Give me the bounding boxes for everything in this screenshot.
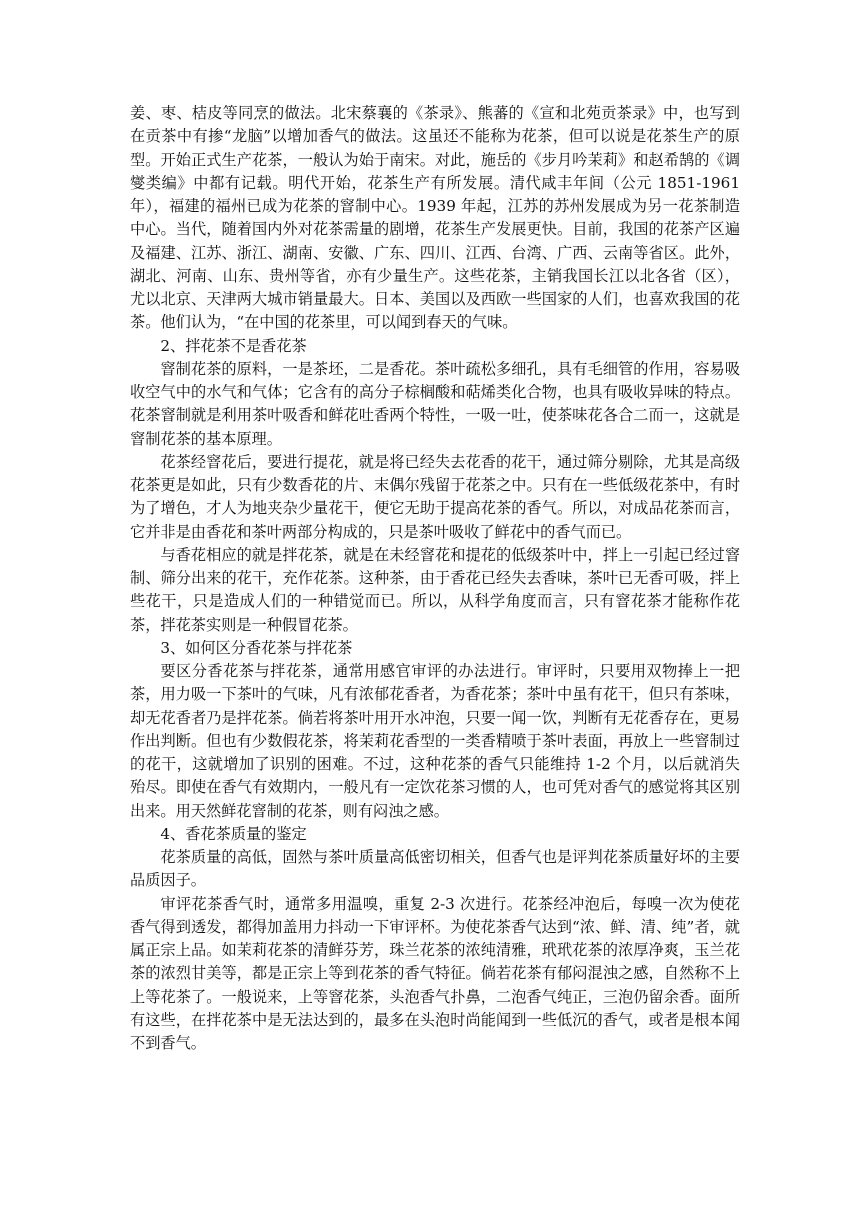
body-paragraph: 花茶经窨花后，要进行提花，就是将已经失去花香的花干，通过筛分剔除，尤其是高级花茶更是如此，只有少数香花的片、末偶尔残留于花茶之中。只有在一些低级花茶中，有时为了增色，才人为地夹杂少量花干，便它无助于提高花茶的香气。所以，对成品花茶而言，它并非是由香花和茶叶两部分构成的，只是茶叶吸收了鲜花中的香气而已。 xyxy=(130,452,740,541)
body-paragraph: 窨制花茶的原料，一是茶坯，二是香花。茶叶疏松多细孔，具有毛细管的作用，容易吸收空气中的水气和气体；它含有的高分子棕榈酸和萜烯类化合物，也具有吸收异味的特点。花茶窨制就是利用茶叶吸香和鲜花吐香两个特性，一吸一吐，使茶味花各合二而一，这就是窨制花茶的基本原理。 xyxy=(130,359,740,448)
section-heading: 3、如何区分香花茶与拌花茶 xyxy=(160,638,353,657)
section-heading: 2、拌花茶不是香花茶 xyxy=(160,336,307,355)
document-page xyxy=(130,102,740,1055)
body-paragraph: 与香花相应的就是拌花茶，就是在未经窨花和提花的低级茶叶中，拌上一引起已经过窨制、筛分出来的花干，充作花茶。这种茶，由于香花已经失去香味，茶叶已无香可吸，拌上些花干，只是造成人们的一种错觉而已。所以，从科学角度而言，只有窨花茶才能称作花茶，拌花茶实则是一种假冒花茶。 xyxy=(130,545,740,634)
section-heading: 4、香花茶质量的鉴定 xyxy=(160,824,307,843)
body-paragraph: 姜、枣、桔皮等同烹的做法。北宋蔡襄的《茶录》、熊蕃的《宣和北苑贡茶录》中，也写到在贡茶中有掺“龙脑”以增加香气的做法。这虽还不能称为花茶，但可以说是花茶生产的原型。开始正式生产花茶，一般认为始于南宋。对此，施岳的《步月吟茉莉》和赵希鹄的《调燮类编》中都有记载。明代开始，花茶生产有所发展。清代咸丰年间（公元 1851-1961 年），福建的福州已成为花茶的窨制中心。1939 年起，江苏的苏州发展成为另一花茶制造中心。当代，随着国内外对花茶需量的剧增，花茶生产发展更快。目前，我国的花茶产区遍及福建、江苏、浙江、湖南、安徽、广东、四川、江西、台湾、广西、云南等省区。此外，湖北、河南、山东、贵州等省，亦有少量生产。这些花茶，主销我国长江以北各省（区），尤以北京、天津两大城市销量最大。日本、美国以及西欧一些国家的人们，也喜欢我国的花茶。他们认为，“在中国的花茶里，可以闻到春天的气味。 xyxy=(130,104,740,332)
body-paragraph: 要区分香花茶与拌花茶，通常用感官审评的办法进行。审评时，只要用双物捧上一把茶，用力吸一下茶叶的气味，凡有浓郁花香者，为香花茶；茶叶中虽有花干，但只有茶味，却无花香者乃是拌花茶。倘若将茶叶用开水冲泡，只要一闻一饮，判断有无花香存在，更易作出判断。但也有少数假花茶，将茉莉花香型的一类香精喷于茶叶表面，再放上一些窨制过的花干，这就增加了识别的困难。不过，这种花茶的香气只能维持 1-2 个月，以后就消失殆尽。即使在香气有效期内，一般凡有一定饮花茶习惯的人，也可凭对香气的感觉将其区别出来。用天然鲜花窨制的花茶，则有闷浊之感。 xyxy=(130,662,740,820)
body-paragraph: 审评花茶香气时，通常多用温嗅，重复 2-3 次进行。花茶经冲泡后，每嗅一次为使花香气得到透发，都得加盖用力抖动一下审评杯。为使花茶香气达到“浓、鲜、清、纯”者，就属正宗上品。如茉莉花茶的清鲜芬芳，珠兰花茶的浓纯清雅，玳玳花茶的浓厚净爽，玉兰花茶的浓烈甘美等，都是正宗上等到花茶的香气特征。倘若花茶有郁闷混浊之感，自然称不上上等花茶了。一般说来，上等窨花茶，头泡香气扑鼻，二泡香气纯正，三泡仍留余香。面所有这些，在拌花茶中是无法达到的，最多在头泡时尚能闻到一些低沉的香气，或者是根本闻不到香气。 xyxy=(130,894,740,1052)
body-paragraph: 花茶质量的高低，固然与茶叶质量高低密切相关，但香气也是评判花茶质量好坏的主要品质因子。 xyxy=(130,848,740,890)
